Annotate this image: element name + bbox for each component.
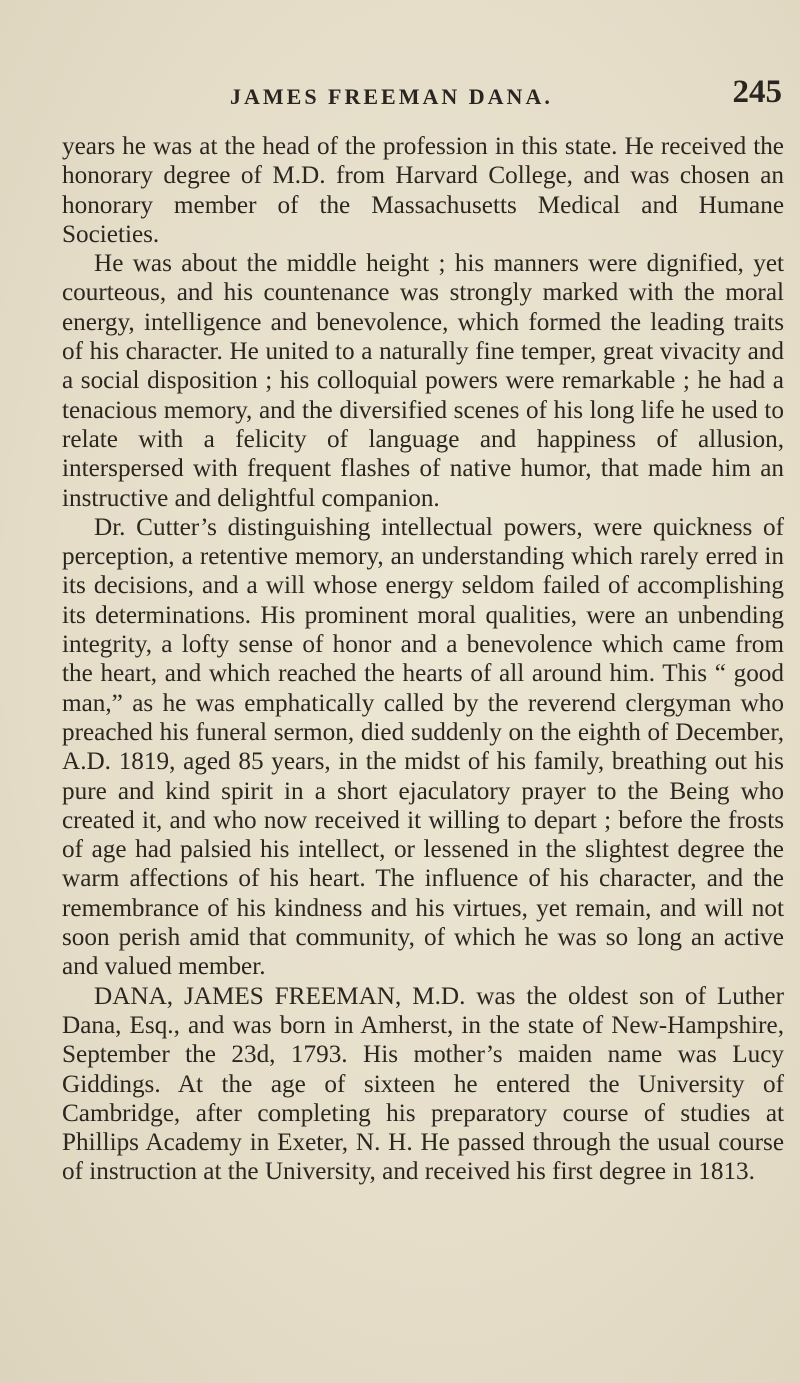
paragraph: DANA, JAMES FREEMAN, M.D. was the oldest son of Luther Dana, Esq., and was born in Amherst, in the state of New-Hampshire, September the 23d, 1793. His mother’s maiden name was Lucy Giddings. At the age of sixteen he entered the University of Cambridge, after completing his preparatory course of studies at Phillips Academy in Exeter, N. H. He passed through the usual course of instruction at the University, and received his first degree in 1813.	[62, 982, 784, 1186]
body-text	[62, 132, 784, 1187]
paragraph: He was about the middle height ; his manners were dignified, yet courteous, and his countenance was strongly marked with the moral energy, intelligence and benevolence, which formed the leading traits of his character. He united to a naturally fine temper, great vivacity and a social disposition ; his colloquial powers were remarkable ; he had a tenacious memory, and the diversified scenes of his long life he used to relate with a felicity of language and happiness of allusion, interspersed with frequent flashes of native humor, that made him an instructive and delightful companion.	[62, 250, 784, 512]
page-header	[62, 74, 782, 114]
running-title: JAMES FREEMAN DANA.	[230, 84, 553, 109]
page-number: 245	[732, 74, 782, 110]
paragraph: Dr. Cutter’s distinguishing intellectual powers, were quickness of perception, a retentive memory, an understanding which rarely erred in its decisions, and a will whose energy seldom failed of accomplishing its determinations. His prominent moral qualities, were an unbending integrity, a lofty sense of honor and a benevolence which came from the heart, and which reached the hearts of all around him. This “ good man,” as he was emphatically called by the reverend clergyman who preached his funeral sermon, died suddenly on the eighth of December, A.D. 1819, aged 85 years, in the midst of his family, breathing out his pure and kind spirit in a short ejaculatory prayer to the Being who created it, and who now received it willing to depart ; before the frosts of age had palsied his intellect, or lessened in the slightest degree the warm affections of his heart. The influence of his character, and the remembrance of his kindness and his virtues, yet remain, and will not soon perish amid that community, of which he was so long an active and valued member.	[62, 513, 784, 981]
paragraph: years he was at the head of the profession in this state. He received the honorary degree of M.D. from Harvard College, and was chosen an honorary member of the Massachusetts Medical and Humane Societies.	[62, 133, 784, 248]
